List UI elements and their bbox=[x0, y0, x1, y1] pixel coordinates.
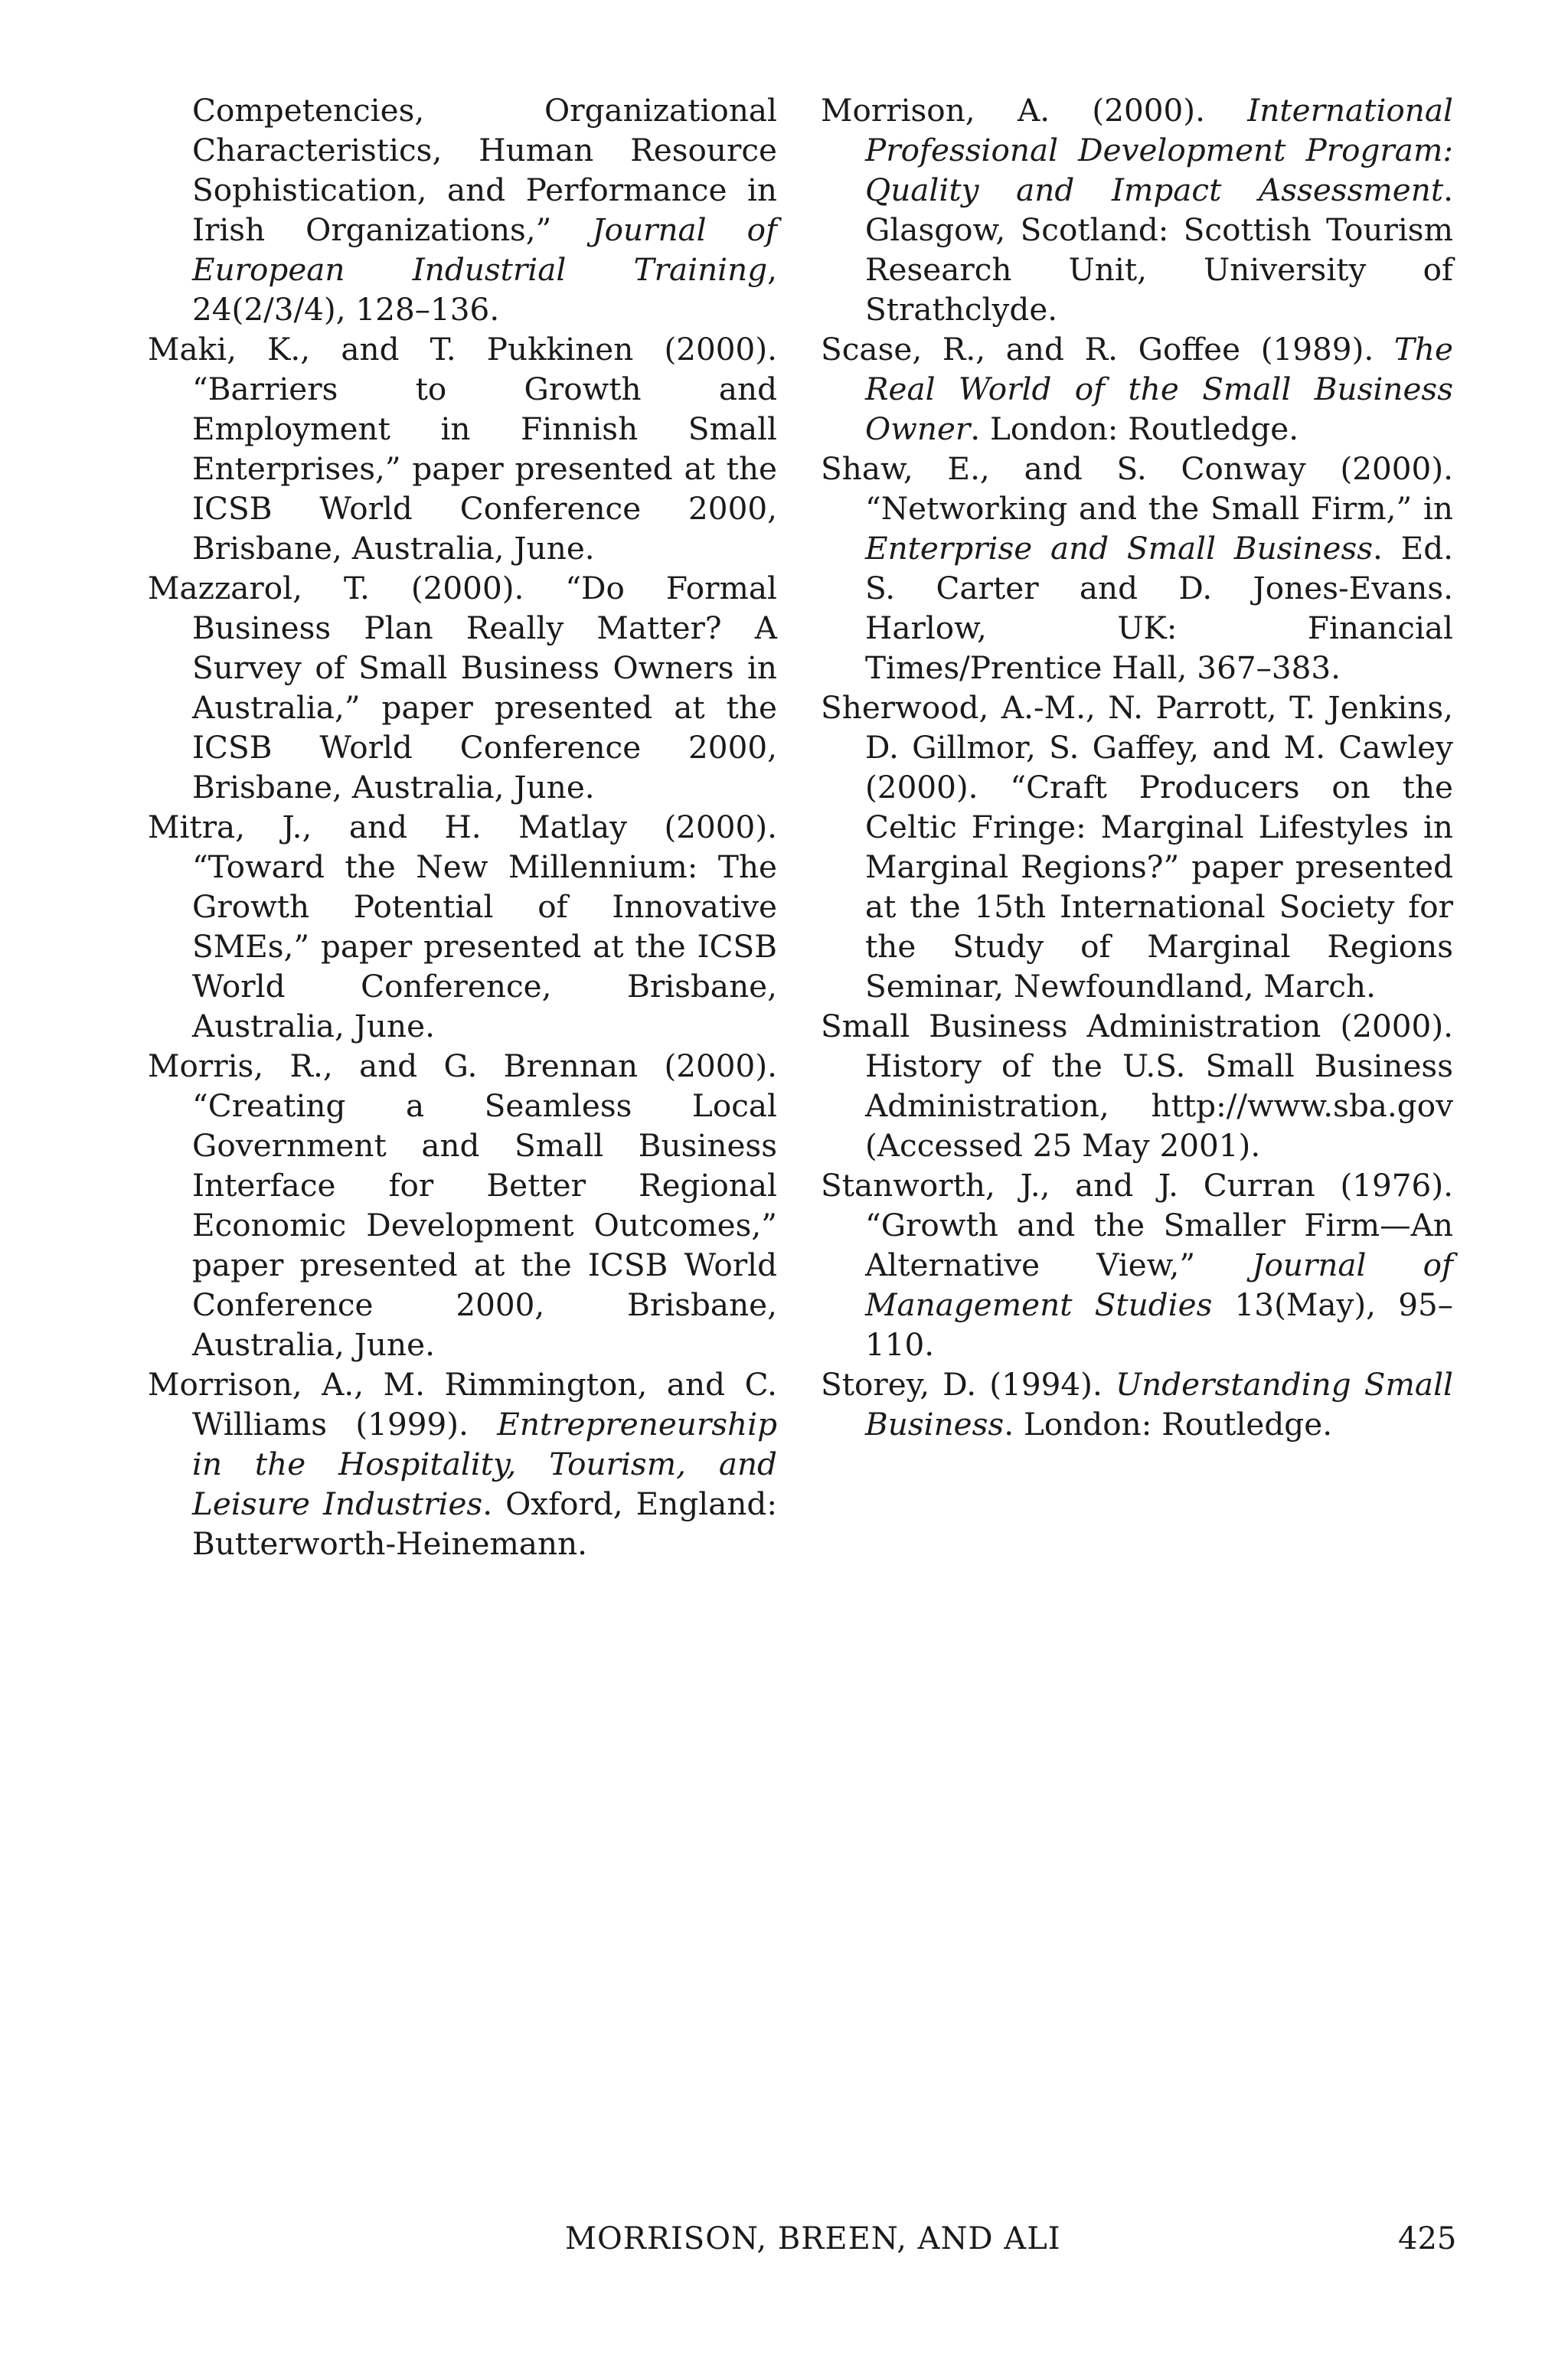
reference-entry bbox=[148, 90, 777, 329]
reference-entry bbox=[821, 1364, 1453, 1444]
reference-entry bbox=[821, 90, 1453, 329]
reference-title-italic: The Real World of the Small Business Owner bbox=[865, 331, 1453, 447]
reference-title-italic: International Professional Development Program: Quality and Impact Assessment bbox=[865, 92, 1453, 208]
reference-entry bbox=[821, 1006, 1453, 1165]
reference-title-italic: Understanding Small Business bbox=[865, 1366, 1453, 1443]
reference-entry bbox=[148, 807, 777, 1046]
reference-text: . London: Routledge. bbox=[970, 410, 1299, 447]
reference-text: Morris, R., and G. Brennan (2000). “Creating a Seamless Local Government and Small Business Interface for Better Regional Economic Development Outcomes,” paper presented at the ICSB World Conference 2000, Brisbane, Australia, June. bbox=[148, 1047, 777, 1363]
reference-title-italic: Entrepreneurship in the Hospitality, Tourism, and Leisure Industries bbox=[192, 1406, 777, 1522]
reference-text: Small Business Administration (2000). History of the U.S. Small Business Administration, http://www.sba.gov (Accessed 25 May 2001). bbox=[821, 1008, 1453, 1164]
reference-entry bbox=[148, 1046, 777, 1364]
reference-text: Morrison, A., M. Rimmington, and C. Williams (1999). bbox=[148, 1366, 777, 1443]
reference-text: Maki, K., and T. Pukkinen (2000). “Barriers to Growth and Employment in Finnish Small Enterprises,” paper presented at the ICSB World Conference 2000, Brisbane, Australia, June. bbox=[148, 331, 777, 567]
reference-text: Mitra, J., and H. Matlay (2000). “Toward the New Millennium: The Growth Potential of Innovative SMEs,” paper presented at the ICSB World Conference, Brisbane, Australia, June. bbox=[148, 809, 777, 1044]
reference-entry bbox=[821, 688, 1453, 1006]
reference-text: . Glasgow, Scotland: Scottish Tourism Research Unit, University of Strathclyde. bbox=[865, 172, 1453, 328]
reference-entry bbox=[148, 1364, 777, 1564]
reference-entry bbox=[148, 568, 777, 807]
reference-entry bbox=[821, 1165, 1453, 1364]
reference-title-italic: Journal of Management Studies bbox=[865, 1247, 1453, 1323]
references-right-column bbox=[821, 90, 1453, 1444]
reference-text: Storey, D. (1994). bbox=[821, 1366, 1116, 1403]
reference-title-italic: Enterprise and Small Business bbox=[865, 530, 1374, 567]
reference-text: . London: Routledge. bbox=[1004, 1406, 1333, 1443]
reference-text: Stanworth, J., and J. Curran (1976). “Growth and the Smaller Firm—An Alternative View,” bbox=[821, 1167, 1453, 1283]
reference-entry bbox=[821, 329, 1453, 449]
reference-text: Competencies, Organizational Characteristics, Human Resource Sophistication, and Performance in Irish Organizations,” bbox=[192, 92, 777, 248]
reference-text: . Ed. S. Carter and D. Jones-Evans. Harlow, UK: Financial Times/Prentice Hall, 367–383. bbox=[865, 530, 1453, 686]
page-number: 425 bbox=[1398, 2221, 1457, 2256]
running-head: MORRISON, BREEN, AND ALI bbox=[565, 2221, 1061, 2256]
reference-entry bbox=[148, 329, 777, 568]
reference-text: Shaw, E., and S. Conway (2000). “Networking and the Small Firm,” in bbox=[821, 450, 1453, 527]
references-left-column bbox=[148, 90, 777, 1564]
reference-text: Sherwood, A.-M., N. Parrott, T. Jenkins, D. Gillmor, S. Gaffey, and M. Cawley (2000). “Craft Producers on the Celtic Fringe: Marginal Lifestyles in Marginal Regions?” paper presented at the 15th International Society for the Study of Marginal Regions Seminar, Newfoundland, March. bbox=[821, 689, 1453, 1005]
reference-title-italic: Journal of European Industrial Training bbox=[192, 211, 778, 288]
reference-text: Mazzarol, T. (2000). “Do Formal Business Plan Really Matter? A Survey of Small Business Owners in Australia,” paper presented at the ICSB World Conference 2000, Brisbane, Australia, June. bbox=[148, 570, 777, 805]
reference-text: Scase, R., and R. Goffee (1989). bbox=[821, 331, 1394, 368]
reference-text: , 24(2/3/4), 128–136. bbox=[192, 251, 777, 328]
reference-text: 13(May), 95–110. bbox=[865, 1286, 1453, 1363]
reference-text: Morrison, A. (2000). bbox=[821, 92, 1248, 129]
reference-text: . Oxford, England: Butterworth-Heinemann. bbox=[192, 1485, 777, 1562]
reference-entry bbox=[821, 449, 1453, 688]
